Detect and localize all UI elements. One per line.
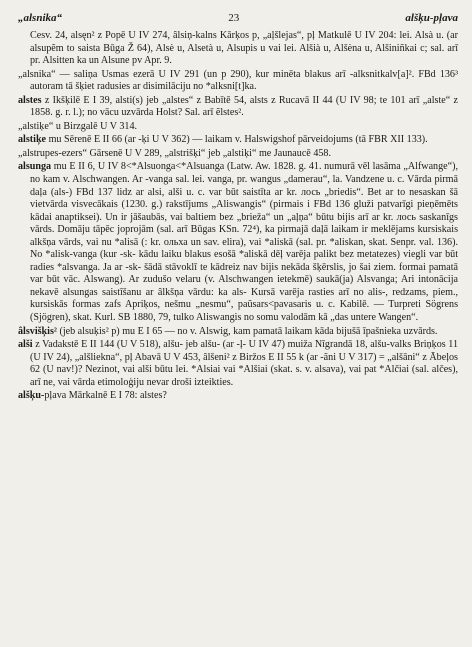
headword: âlsvišķis² [18, 325, 57, 337]
entry-alsnika: „alsnika“ — saliņa Usmas ezerā U IV 291 (un p 290), kur minēta blakus arī -alksnitkalv[a]². FBd 136³ autoram tā šķiet radusies ar disimilāciju no *alksni[t]ka. [18, 68, 458, 93]
entries-body [18, 30, 458, 403]
entry-alsunga: alsunga mu E II 6, U IV 8<*Alsuonga<*Alsuanga (Latw. Aw. 1828. g. 41. numurā vēl lasāma „Alfwange“), no kam v. Alschwangen. Ar -vanga sal. lei. vanga, pr. wangus „damerau“, la. Vandzene u. c. Vārda pirmā daļa (als-) FBd 137 lidz ar alsi, alši u. c. var būt saistīta ar kr. лось „briedis“. Bet ar to nesaskan šā vietvārda visvecākais (1230. g.) rakstījums „Aliswangis“ (pirmais i FBd 136 gluži patvarīgi pieņēmēts kādai anaptiksei). Un ir jāšaubās, vai baltiem bez „brieža“ un „aļņa“ būtu bijis arī ar kr. лось saskanīgs vārds. Domāju tāpēc joprojām (sal. arī Būgas KSn. 72⁴), ka pirmajā daļā laikam ir meklējams kursiskais alkšņa vārds, vai nu *alisā (: kr. ольха un sav. elira), vai *aliskā (sal. pr. *aliskan, skat. Senpr. val. 136). No *alisk-vanga (kur -sk- kādu laiku blakus esošā *aliskā dēļ varēja palikt bez metatezes) viegli var būt radies *alsvanga. Ja ar -sk- šādā stāvoklī te kādreiz nav bijis nekāda šķērslis, jo šai ziem. formai pamatā var būt vāc. Alswang). Ar zudušo velaru (v. Alschwangen ietekmē) saukā(ja) Alsvanga; Ari intonācija nekavē alsungas saistīšanu ar âlkšņa vārdu: ka als- Kursā varēja rasties arī no alis-, redzams, piem., kursiskās formas zafs Apriķos, nešmu „nesmu“, paũsars<pavasaris u. c. Kabilē. — Turpreti Sögrens (Sjögren), skat. Kurl. SB 1880, 79, tulko Aliswangis no somu valodām kā „das untere Wangen“. [18, 161, 458, 324]
headword: alšķu- [18, 390, 45, 402]
headword: alstes [18, 94, 42, 106]
header-right-keyword: alšķu-pļava [405, 12, 458, 24]
entry-alstrupes-ezers: „alstrupes-ezers“ Gārsenē U V 289, „alstrišķi“ jeb „alstiķi“ me Jaunaucē 458. [18, 147, 331, 159]
entry-alstike-quoted: „alstiķe“ u Birzgalē U V 314. [18, 120, 138, 132]
headword: alsunga [18, 161, 52, 173]
headword: alstiķe [18, 134, 47, 146]
page-header [18, 4, 458, 30]
page-number: 23 [228, 12, 240, 24]
entry-continuation: Cesv. 24, alsęn² z Popē U IV 274, âlsiņ-kalns Kārķos p, „aļšlejas“, pļ Matkulē U IV 204: lei. Alsà u. (ar alsupẽm to saista Būga Ž 64), Alsė u, Alsetà u, Alsupis u vai lei. Alšià u, Alšėna u, Alšiniñkai c; sal. arī pr. Alsitten ka un Alsune pv Apr. 9. [30, 30, 458, 67]
entry-alsku-plava: alšķu-pļava Mārkalnē E I 78: alstes? [18, 390, 167, 402]
entry-alstes: alstes z Ikšķilē E I 39, alsti(s) jeb „alstes“ z Babītē 54, alsts z Rucavā II 44 (U IV 98; te 101 arī „alste“ z 1858. g. r. l.); no vācu uzvārda Holst? Sal. arī ẽlstes². [18, 94, 458, 119]
entry-alsvikis: âlsvišķis² (jeb alsuķis² p) mu E I 65 — no v. Alswig, kam pamatā laikam kāda bijušā īpašnieka uzvārds. [18, 325, 438, 337]
entry-alstike: alstiķe mu Sērenē E II 66 (ar -ķi U V 362) — laikam v. Halswigshof pārveidojums (tā FBR XII 133). [18, 134, 428, 146]
header-left-keyword: „alsnika“ [18, 12, 63, 24]
headword: alši [18, 339, 33, 351]
entry-alsi: alši z Vadakstē E II 144 (U V 518), alšu- jeb alšu- (ar -ļ- U IV 47) muiža Nīgrandā 18, alšu-valks Briņķos 11 (U IV 24), „alšliekna“, pļ Abavā U V 453, âlšeni² z Biržos E II 55 k (ar -ãni U V 317) = „alšāni“ z Ābeļos 62 (U nav!)? Nezinot, vai alši būtu lei. *Alsiai vai *Alšiai (skat. s. v. alsava), vai pat *Alčiai (sal. alčes), arī ne, vai vārda etimoloģiju nevar droši izteikties. [18, 339, 458, 388]
